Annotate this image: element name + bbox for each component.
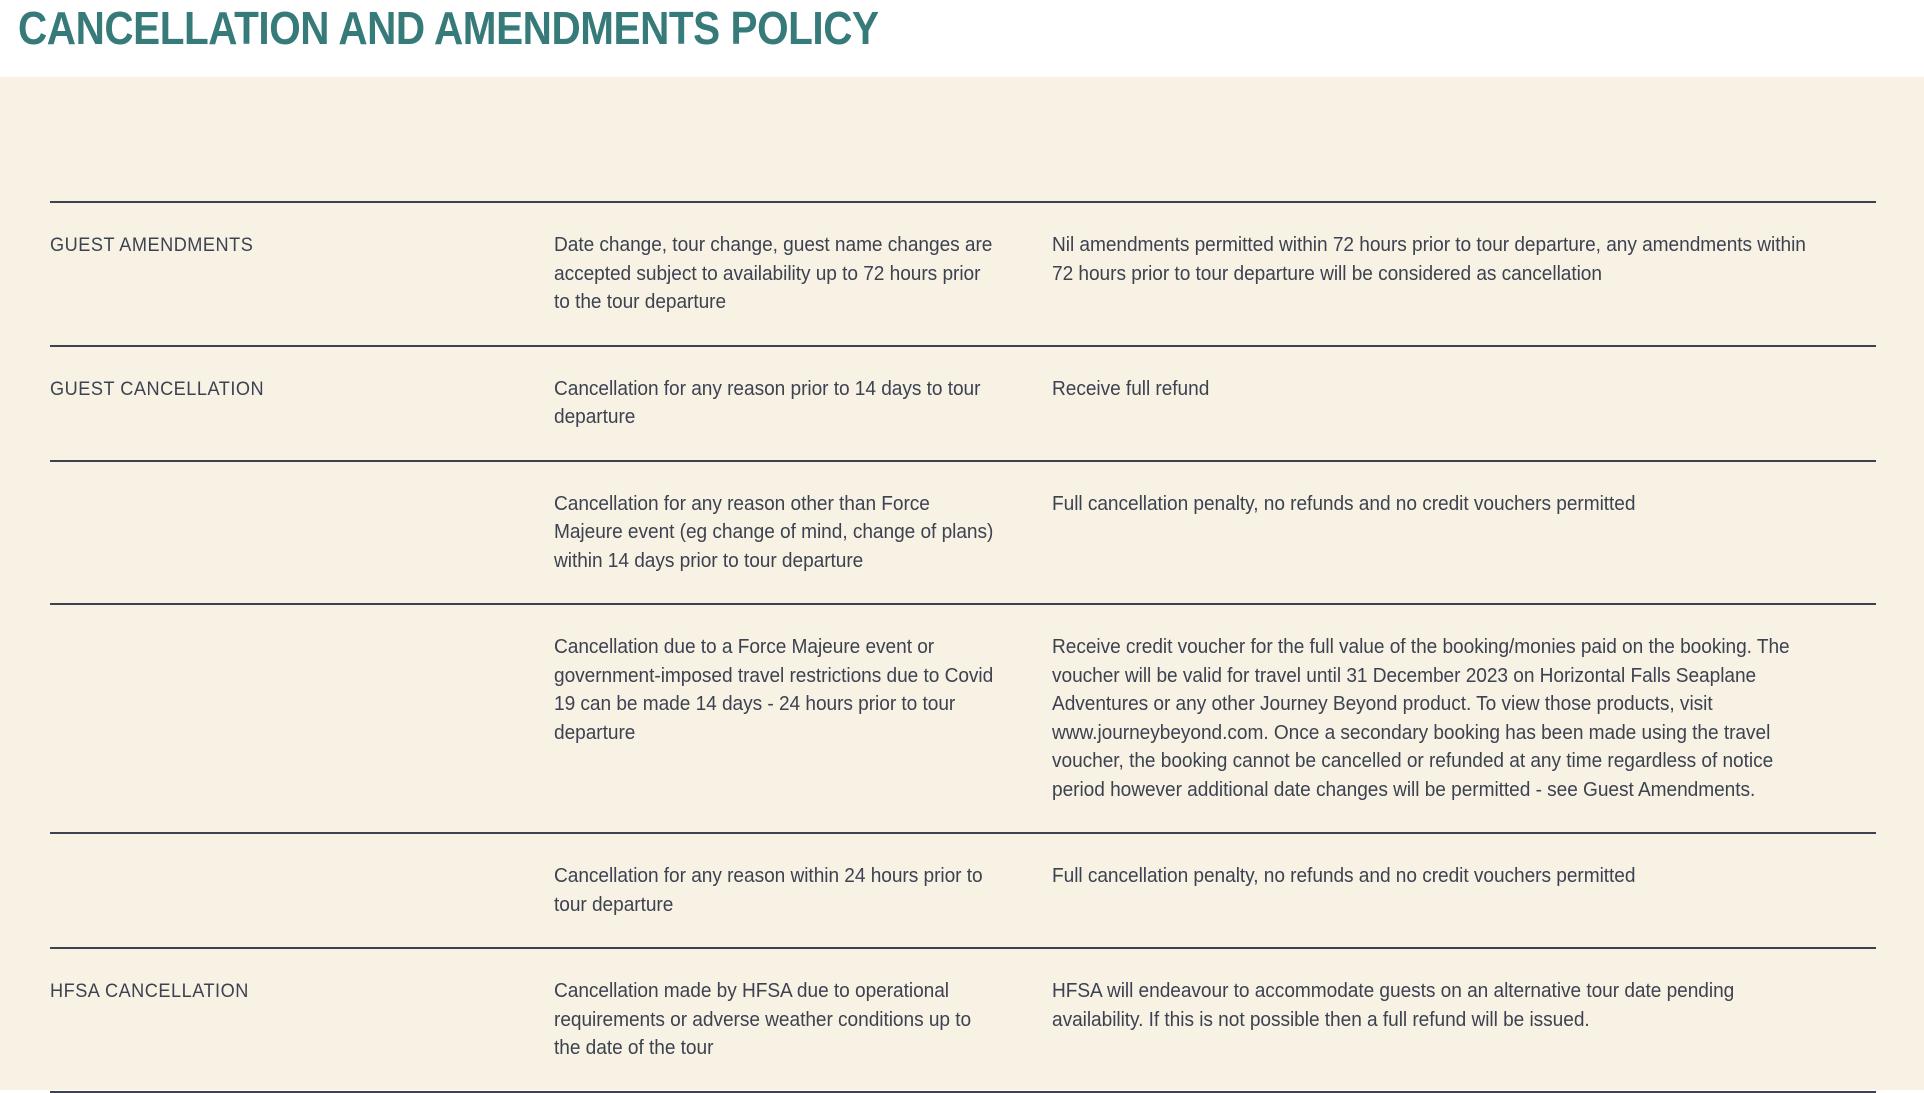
outcome-text: Full cancellation penalty, no refunds and no credit vouchers permitted: [1052, 492, 1636, 515]
outcome-text: Receive full refund: [1052, 377, 1210, 400]
row-condition-cell: [554, 231, 1052, 317]
category-label: GUEST AMENDMENTS: [50, 234, 254, 256]
row-category-cell: [50, 977, 554, 1063]
table-row: [50, 605, 1876, 832]
row-outcome-cell: [1052, 375, 1876, 432]
row-category-cell: [50, 862, 554, 919]
row-outcome-cell: [1052, 633, 1876, 804]
outcome-text: Nil amendments permitted within 72 hours prior to tour departure, any amendments within 72 hours prior to tour departure will be considered as cancellation: [1052, 234, 1806, 285]
page-header: [0, 0, 1924, 77]
table-row: [50, 834, 1876, 947]
condition-text: Date change, tour change, guest name changes are accepted subject to availability up to 72 hours prior to the tour departure: [554, 234, 993, 313]
category-label: [50, 490, 500, 491]
row-condition-cell: [554, 490, 1052, 576]
table-divider-bottom: [50, 1091, 1876, 1093]
row-category-cell: [50, 633, 554, 804]
condition-text: Cancellation for any reason within 24 hours prior to tour departure: [554, 865, 983, 916]
policy-content-area: [0, 77, 1924, 1090]
row-condition-cell: [554, 977, 1052, 1063]
row-category-cell: [50, 375, 554, 432]
policy-table: [50, 77, 1876, 1093]
row-category-cell: [50, 490, 554, 576]
row-category-cell: [50, 231, 554, 317]
outcome-text: Full cancellation penalty, no refunds and no credit vouchers permitted: [1052, 865, 1636, 887]
condition-text: Cancellation due to a Force Majeure event or government-imposed travel restrictions due to Covid 19 can be made 14 days - 24 hours prior to tour departure: [554, 636, 994, 744]
table-row: [50, 347, 1876, 460]
row-condition-cell: [554, 633, 1052, 804]
row-outcome-cell: [1052, 231, 1876, 317]
category-label: HFSA CANCELLATION: [50, 980, 249, 1002]
category-label: [50, 862, 500, 863]
table-row: [50, 949, 1876, 1091]
condition-text: Cancellation made by HFSA due to operational requirements or adverse weather conditions up to the date of the tour: [554, 980, 972, 1059]
table-row: [50, 203, 1876, 345]
category-label: [50, 633, 500, 634]
row-condition-cell: [554, 862, 1052, 919]
table-row: [50, 462, 1876, 604]
outcome-text: Receive credit voucher for the full value of the booking/monies paid on the booking. The voucher will be valid for travel until 31 December 2023 on Horizontal Falls Seaplane Adventures or any other Journey Beyond product. To view those products, visit www.journeybeyond.com. Once a secondary booking has been made using the travel voucher, the booking cannot be cancelled or refunded at any time regardless of notice period however additional date changes will be permitted - see Guest Amendments.: [1052, 636, 1790, 801]
page-title: CANCELLATION AND AMENDMENTS POLICY: [18, 2, 879, 54]
condition-text: Cancellation for any reason prior to 14 days to tour departure: [554, 377, 981, 428]
row-outcome-cell: [1052, 862, 1876, 919]
condition-text: Cancellation for any reason other than Force Majeure event (eg change of mind, change of plans) within 14 days prior to tour departure: [554, 492, 994, 572]
outcome-text: HFSA will endeavour to accommodate guests on an alternative tour date pending availability. If this is not possible then a full refund will be issued.: [1052, 980, 1735, 1031]
category-label: GUEST CANCELLATION: [50, 377, 265, 400]
row-outcome-cell: [1052, 490, 1876, 576]
row-condition-cell: [554, 375, 1052, 432]
row-outcome-cell: [1052, 977, 1876, 1063]
